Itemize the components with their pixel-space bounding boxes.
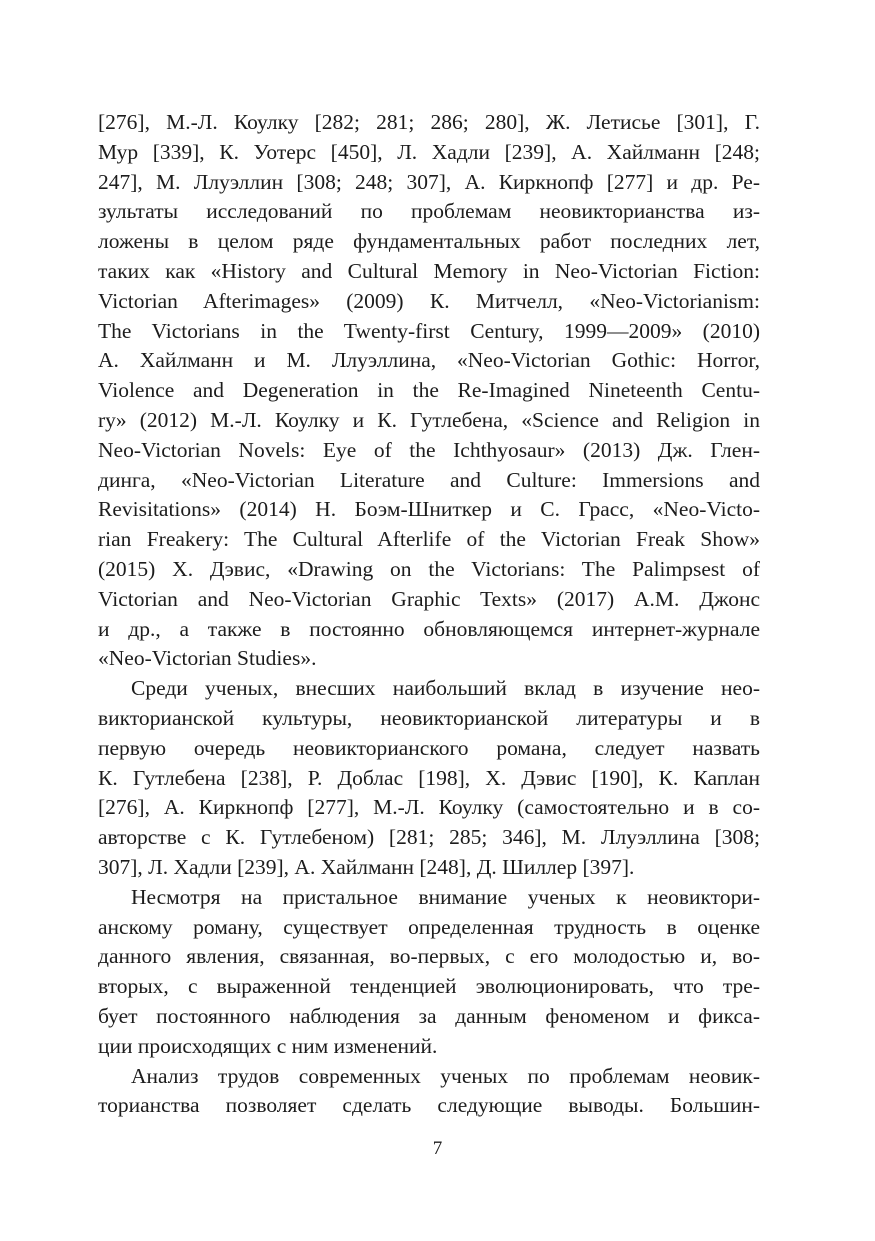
text-line: К. Гутлебена [238], Р. Доблас [198], Х. Дэвис [190], К. Каплан [98, 765, 760, 790]
text-line: Revisitations» (2014) Н. Боэм-Шниткер и С. Грасс, «Neo-Victo- [98, 497, 760, 522]
text-line: и др., а также в постоянно обновляющемся интернет-журнале [98, 616, 760, 641]
text-line: зультаты исследований по проблемам неовикторианства из- [98, 199, 760, 224]
text-line: 247], М. Ллуэллин [308; 248; 307], А. Киркнопф [277] и др. Ре- [98, 169, 760, 194]
text-line: динга, «Neo-Victorian Literature and Culture: Immersions and [98, 467, 760, 492]
text-line: 307], Л. Хадли [239], А. Хайлманн [248], Д. Шиллер [397]. [98, 854, 635, 879]
text-line: The Victorians in the Twenty-first Century, 1999—2009» (2010) [98, 318, 760, 343]
text-line: викторианской культуры, неовикторианской литературы и в [98, 705, 760, 730]
text-line: Среди ученых, внесших наибольший вклад в изучение нео- [131, 676, 760, 701]
text-line: данного явления, связанная, во-первых, с его молодостью и, во- [98, 944, 760, 969]
text-line: [276], А. Киркнопф [277], М.-Л. Коулку (самостоятельно и в со- [98, 795, 760, 820]
text-line: ry» (2012) М.-Л. Коулку и К. Гутлебена, «Science and Religion in [98, 407, 760, 432]
text-line: таких как «History and Cultural Memory in Neo-Victorian Fiction: [98, 258, 760, 283]
page-number: 7 [432, 1138, 443, 1159]
text-line: Анализ трудов современных ученых по проблемам неовик- [131, 1063, 760, 1088]
text-line: первую очередь неовикторианского романа, следует назвать [98, 735, 760, 760]
text-line: Мур [339], К. Уотерс [450], Л. Хадли [239], А. Хайлманн [248; [98, 139, 760, 164]
text-line: Victorian Afterimages» (2009) К. Митчелл, «Neo-Victorianism: [98, 288, 760, 313]
text-line: анскому роману, существует определенная трудность в оценке [98, 914, 760, 939]
text-line: торианства позволяет сделать следующие выводы. Большин- [98, 1093, 760, 1118]
text-line: А. Хайлманн и М. Ллуэллина, «Neo-Victorian Gothic: Horror, [98, 348, 760, 373]
text-line: вторых, с выраженной тенденцией эволюционировать, что тре- [98, 974, 760, 999]
text-line: Несмотря на пристальное внимание ученых к неовиктори- [131, 884, 760, 909]
text-line: Violence and Degeneration in the Re-Imagined Nineteenth Centu- [98, 378, 760, 403]
text-line: rian Freakery: The Cultural Afterlife of the Victorian Freak Show» [98, 527, 760, 552]
text-line: Neo-Victorian Novels: Eye of the Ichthyosaur» (2013) Дж. Глен- [98, 437, 760, 462]
body-text [98, 108, 760, 1121]
text-line: ложены в целом ряде фундаментальных работ последних лет, [98, 229, 760, 254]
text-line: (2015) Х. Дэвис, «Drawing on the Victorians: The Palimpsest of [98, 556, 760, 581]
text-line: Victorian and Neo-Victorian Graphic Texts» (2017) А.М. Джонс [98, 586, 760, 611]
text-line: ции происходящих с ним изменений. [98, 1033, 438, 1058]
text-line: [276], М.-Л. Коулку [282; 281; 286; 280], Ж. Летисье [301], Г. [98, 110, 760, 134]
text-line: «Neo-Victorian Studies». [98, 646, 317, 671]
text-line: бует постоянного наблюдения за данным феноменом и фикса- [98, 1003, 760, 1028]
text-line: авторстве с К. Гутлебеном) [281; 285; 346], М. Ллуэллина [308; [98, 825, 760, 850]
